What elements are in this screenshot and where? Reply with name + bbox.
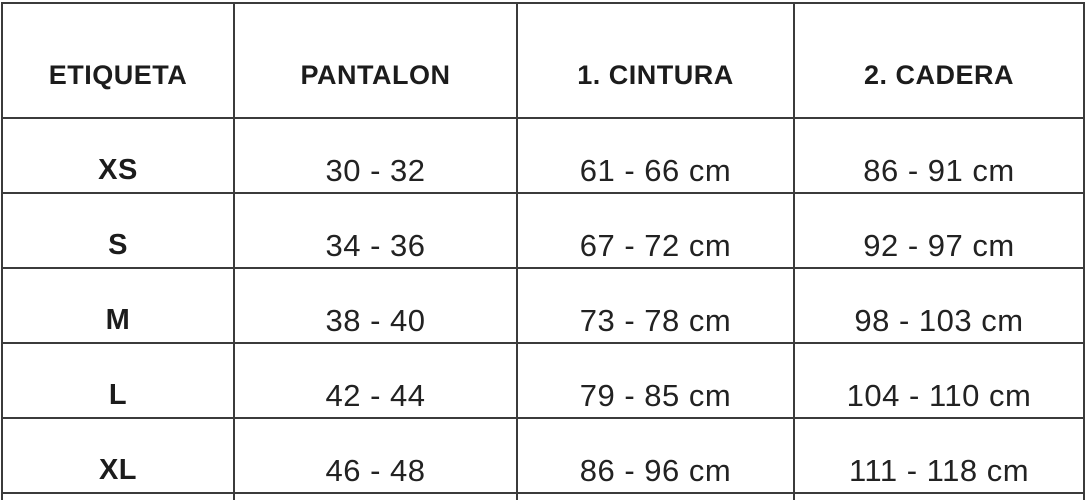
row-s — [2, 193, 1084, 268]
pantalon-cell: 30 - 32 — [234, 118, 517, 193]
cintura-cell: 67 - 72 cm — [517, 193, 794, 268]
row-m — [2, 268, 1084, 343]
size-chart-table — [1, 2, 1085, 500]
size-label: L — [2, 343, 234, 418]
row-xl — [2, 418, 1084, 493]
col-header-cintura: 1. CINTURA — [517, 3, 794, 118]
pantalon-cell: 46 - 48 — [234, 418, 517, 493]
row-cutoff — [2, 493, 1084, 500]
col-header-cadera: 2. CADERA — [794, 3, 1084, 118]
cintura-cell: 73 - 78 cm — [517, 268, 794, 343]
cintura-cell: 61 - 66 cm — [517, 118, 794, 193]
empty-cell — [517, 493, 794, 500]
header-row — [2, 3, 1084, 118]
cadera-cell: 92 - 97 cm — [794, 193, 1084, 268]
row-xs — [2, 118, 1084, 193]
size-label: M — [2, 268, 234, 343]
col-header-etiqueta: ETIQUETA — [2, 3, 234, 118]
size-label: XS — [2, 118, 234, 193]
size-label: S — [2, 193, 234, 268]
cadera-cell: 104 - 110 cm — [794, 343, 1084, 418]
cadera-cell: 98 - 103 cm — [794, 268, 1084, 343]
empty-cell — [794, 493, 1084, 500]
pantalon-cell: 38 - 40 — [234, 268, 517, 343]
empty-cell — [234, 493, 517, 500]
pantalon-cell: 42 - 44 — [234, 343, 517, 418]
cadera-cell: 86 - 91 cm — [794, 118, 1084, 193]
pantalon-cell: 34 - 36 — [234, 193, 517, 268]
cadera-cell: 111 - 118 cm — [794, 418, 1084, 493]
row-l — [2, 343, 1084, 418]
cintura-cell: 86 - 96 cm — [517, 418, 794, 493]
cintura-cell: 79 - 85 cm — [517, 343, 794, 418]
size-label: XL — [2, 418, 234, 493]
empty-cell — [2, 493, 234, 500]
col-header-pantalon: PANTALON — [234, 3, 517, 118]
